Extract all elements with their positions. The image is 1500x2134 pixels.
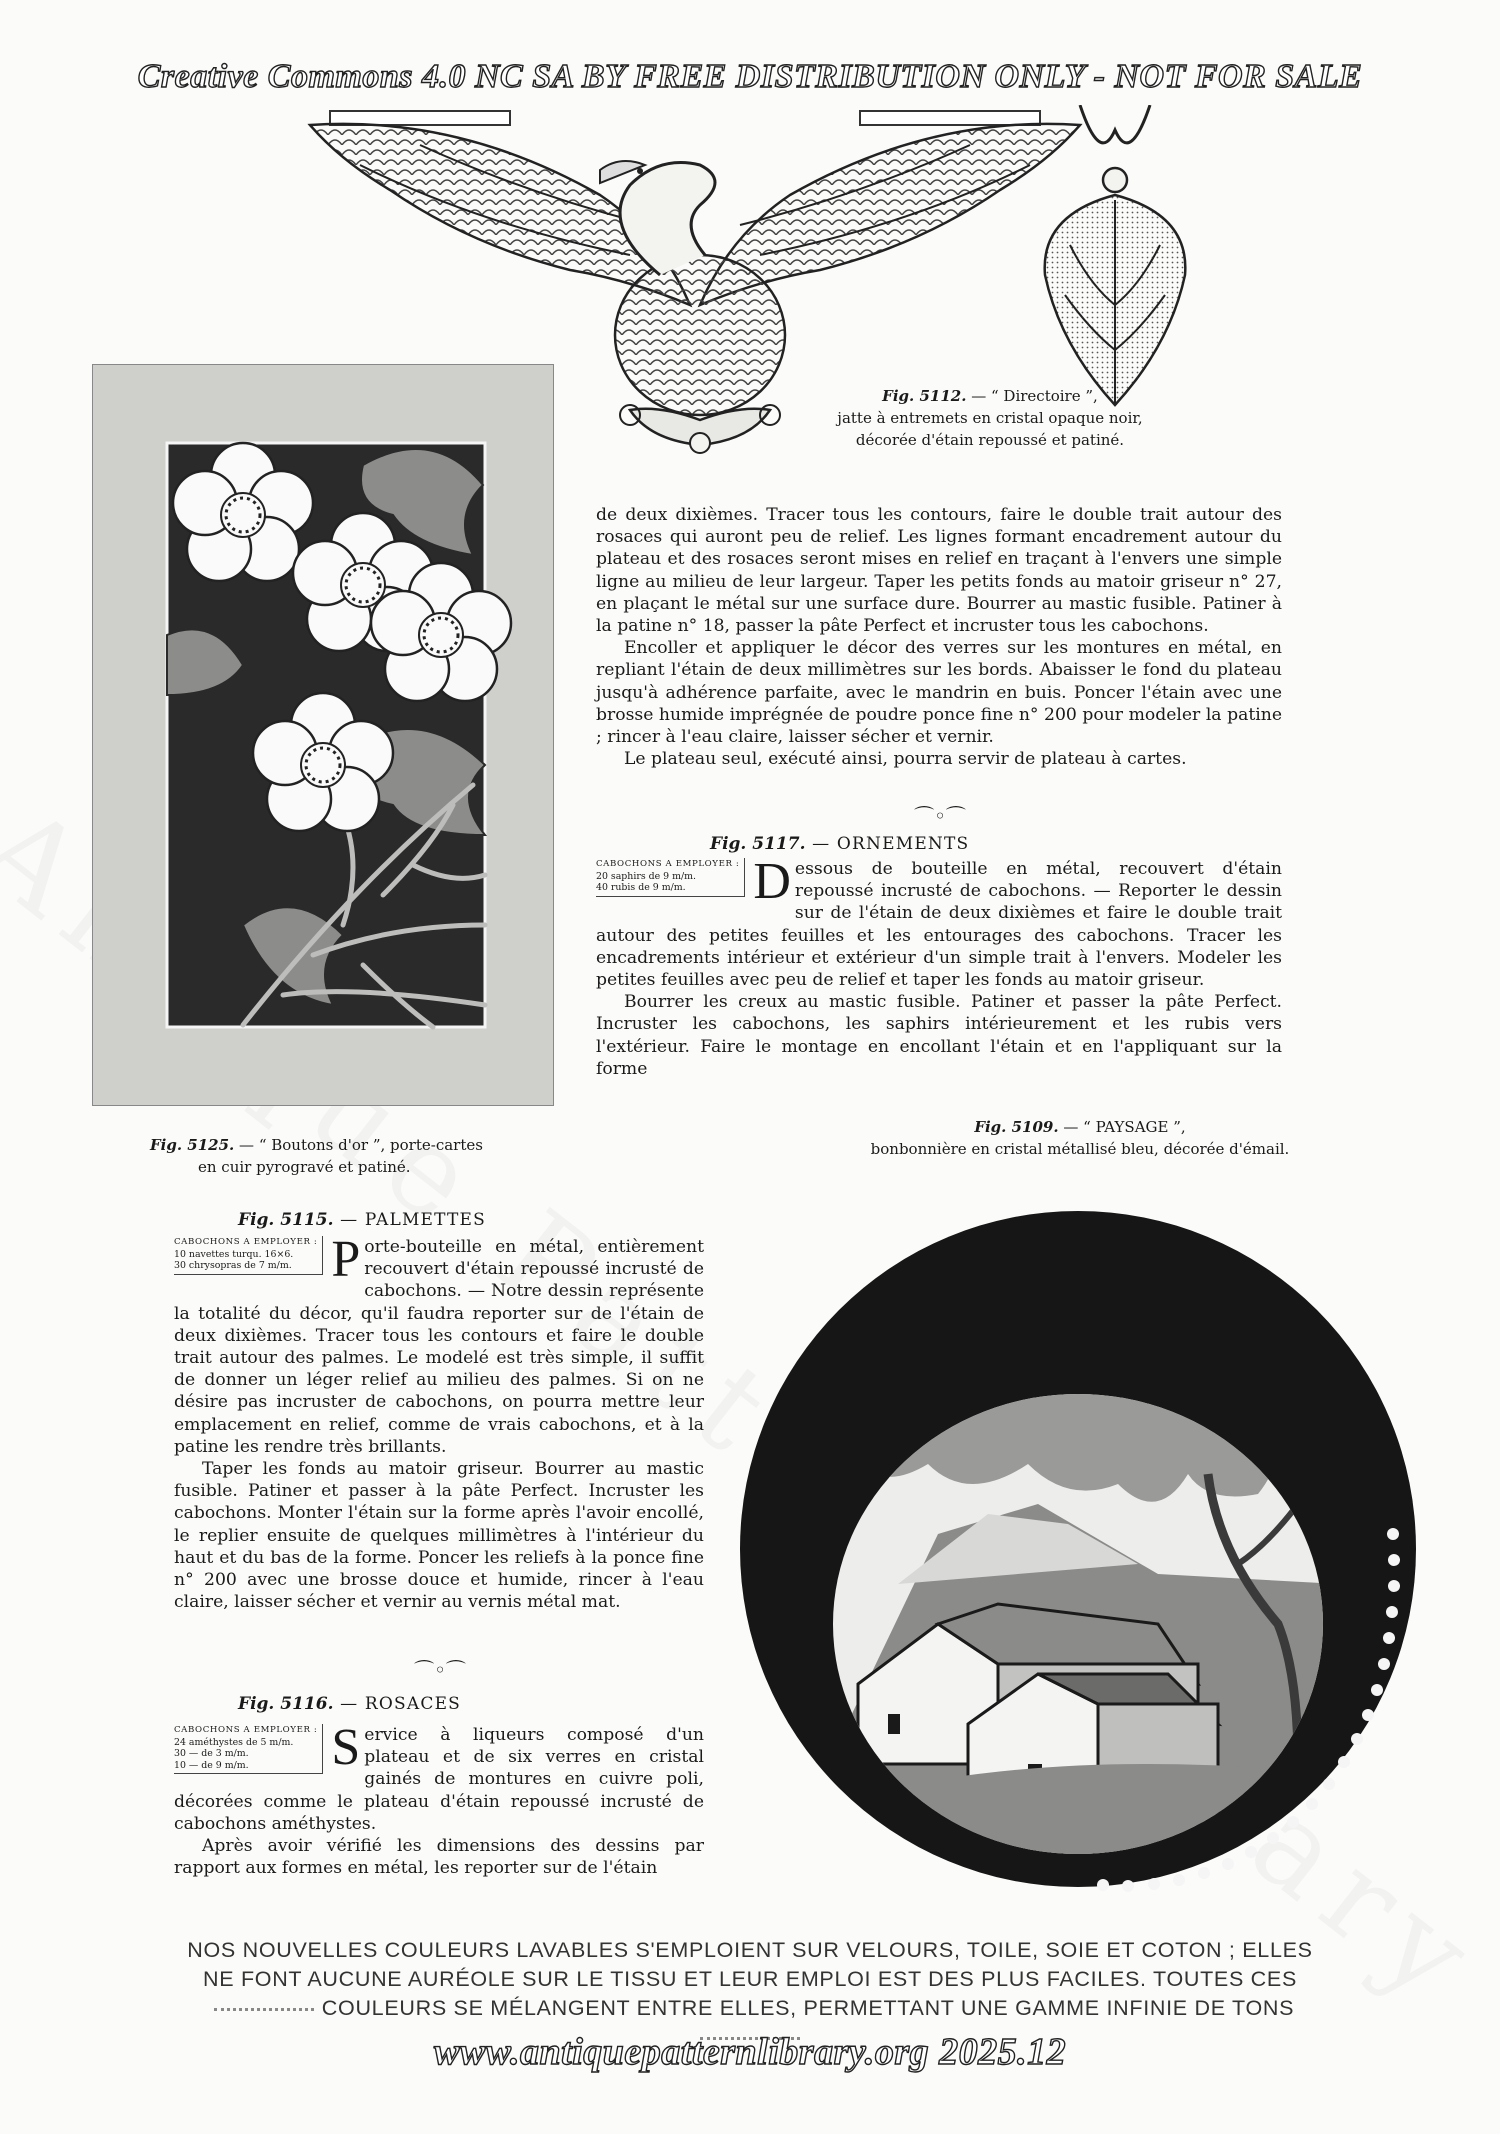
paragraph: Bourrer les creux au mastic fusible. Patiner et passer la pâte Perfect. Incruster les cabochons, les saphirs intérieurement et les rubis vers l'extérieur. Faire le montage en encollant l'étain et en l'appliquant sur la forme xyxy=(596,992,1282,1079)
fleuron-ornament: ⌒◦⌒ xyxy=(914,804,966,828)
fleuron-ornament: ⌒◦⌒ xyxy=(414,1658,466,1682)
ad-line-2: NE FONT AUCUNE AURÉOLE SUR LE TISSU ET LEUR EMPLOI EST DES PLUS FACILES. TOUTES CES xyxy=(203,1967,1297,1991)
paragraph: essous de bouteille en métal, recouvert d'étain repoussé incrusté de cabochons. — Reporter le dessin sur de l'étain de deux dixièmes et faire le double trait autour des petites feuilles et les entourages des cabochons. Tracer les encadrements intérieur et extérieur d'un simple trait à l'envers. Modeler les petites feuilles avec peu de relief et taper les fonds au matoir griseur. xyxy=(596,859,1282,991)
fig-5112-desc-1: jatte à entremets en cristal opaque noir, xyxy=(837,409,1143,427)
rosaces-heading xyxy=(238,1694,638,1714)
palmettes-materials xyxy=(174,1236,323,1275)
landscape-bonbonniere-illustration xyxy=(738,1204,1418,1894)
paragraph: Encoller et appliquer le décor des verres sur les montures en métal, en repliant l'étain de deux millimètres sur les bords. Abaisser le fond du plateau jusqu'à adhérence parfaite, avec le mandrin en buis. Poncer l'étain avec une brosse humide imprégnée de poudre ponce fine n° 200 pour modeler la patine ; rincer à l'eau claire, laisser sécher et vernir. xyxy=(596,638,1282,748)
fig-5115-number: Fig. 5115. xyxy=(238,1210,334,1230)
drop-cap: P xyxy=(331,1231,361,1288)
paragraph: Taper les fonds au matoir griseur. Bourrer au mastic fusible. Patiner et passer à la pâte Perfect. Incruster les cabochons. Monter l'étain sur la forme après l'avoir encollé, le replier ensuite de quelques millimètres à l'intérieur du haut et du bas de la forme. Poncer les reliefs à la ponce fine n° 200 avec une brosse douce et humide, rincer à l'eau claire, laisser sécher et vernir au vernis métal mat. xyxy=(174,1459,704,1613)
fig-5112-desc-2: décorée d'étain repoussé et patiné. xyxy=(855,431,1125,449)
ornements-materials xyxy=(596,858,745,897)
fig-5112-number: Fig. 5112. xyxy=(882,387,967,405)
fig-5109-desc: bonbonnière en cristal métallisé bleu, décorée d'émail. xyxy=(870,1140,1290,1158)
materials-title: CABOCHONS A EMPLOYER : xyxy=(174,1237,318,1247)
materials-title: CABOCHONS A EMPLOYER : xyxy=(596,859,740,869)
paragraph: Après avoir vérifié les dimensions des dessins par rapport aux formes en métal, les reporter sur de l'étain xyxy=(174,1836,704,1879)
material-item: 24 améthystes de 5 m/m. xyxy=(174,1736,294,1748)
footer-url: www.antiquepatternlibrary.org 2025.12 xyxy=(433,2031,1067,2073)
palmettes-title: — PALMETTES xyxy=(340,1210,487,1230)
rosaces-title: — ROSACES xyxy=(340,1694,462,1714)
text-continued-top xyxy=(596,504,1282,770)
fig-5125-desc: en cuir pyrogravé et patiné. xyxy=(198,1158,411,1176)
dotted-rule xyxy=(214,2008,314,2011)
paragraph: ervice à liqueurs composé d'un plateau et de six verres en cristal gainés de montures en cuivre poli, décorées comme le plateau d'étain repoussé incrusté de cabochons améthystes. xyxy=(174,1725,704,1834)
rosaces-text xyxy=(174,1719,704,1879)
fig-5125-number: Fig. 5125. xyxy=(150,1136,235,1154)
fig-5117-number: Fig. 5117. xyxy=(710,834,806,854)
ad-line-1: NOS NOUVELLES COULEURS LAVABLES S'EMPLOIENT SUR VELOURS, TOILE, SOIE ET COTON ; ELLES xyxy=(187,1938,1313,1962)
material-item: 10 navettes turqu. 16×6. xyxy=(174,1248,294,1260)
paragraph: orte-bouteille en métal, entièrement recouvert d'étain repoussé incrusté de cabochons. — Notre dessin représente la totalité du décor, qu'il faudra reporter sur de l'étain de deux dixièmes. Tracer tous les contours et faire le double trait autour des palmes. Le modelé est très simple, il suffit de donner un léger relief au milieu des palmes. Si on ne désire pas incruster de cabochons, on pourra mettre leur emplacement en relief, comme de vrais cabochons, et à la patine les rendre très brillants. xyxy=(174,1237,704,1457)
material-item: 30 chrysopras de 7 m/m. xyxy=(174,1260,292,1271)
ornements-text xyxy=(596,853,1282,1080)
fig-5109-number: Fig. 5109. xyxy=(974,1118,1059,1136)
fig-5116-number: Fig. 5116. xyxy=(238,1694,334,1714)
ornements-title: — ORNEMENTS xyxy=(812,834,970,854)
material-item: 30 — de 3 m/m. xyxy=(174,1748,249,1759)
material-item: 20 saphirs de 9 m/m. xyxy=(596,870,697,882)
material-item: 40 rubis de 9 m/m. xyxy=(596,882,686,893)
paragraph: Le plateau seul, exécuté ainsi, pourra servir de plateau à cartes. xyxy=(624,749,1187,770)
material-item: 10 — de 9 m/m. xyxy=(174,1759,249,1771)
fig-5125-caption xyxy=(150,1134,510,1178)
rosaces-materials xyxy=(174,1724,323,1774)
drop-cap: S xyxy=(331,1719,361,1776)
fig-5112-caption xyxy=(810,385,1170,451)
drop-cap: D xyxy=(753,853,791,910)
fig-5112-title: — “ Directoire ”, xyxy=(971,387,1098,405)
paragraph: de deux dixièmes. Tracer tous les contours, faire le double trait autour des rosaces qui auront peu de relief. Les lignes formant encadrement autour du plateau et des rosaces seront mises en relief en traçant à l'envers une simple ligne au milieu de leur largeur. Taper les petits fonds au matoir griseur n° 27, en plaçant le métal sur une surface dure. Bourrer au mastic fusible. Patiner à la patine n° 18, passer la pâte Perfect et incruster tous les cabochons. xyxy=(596,505,1282,637)
materials-title: CABOCHONS A EMPLOYER : xyxy=(174,1725,318,1735)
fig-5125-title: — “ Boutons d'or ”, porte-cartes xyxy=(239,1136,483,1154)
palmettes-text xyxy=(174,1231,704,1613)
fig-5109-caption xyxy=(830,1116,1330,1160)
fig-5109-title: — “ PAYSAGE ”, xyxy=(1063,1118,1186,1136)
buttercup-flowers-illustration xyxy=(93,365,553,1105)
license-banner: Creative Commons 4.0 NC SA BY FREE DISTRIBUTION ONLY - NOT FOR SALE xyxy=(137,58,1363,95)
fig-5125-panel xyxy=(92,364,554,1106)
ad-line-3: COULEURS SE MÉLANGENT ENTRE ELLES, PERMETTANT UNE GAMME INFINIE DE TONS xyxy=(321,1996,1295,2020)
ornements-heading xyxy=(710,834,1110,854)
palmettes-heading xyxy=(238,1210,638,1230)
